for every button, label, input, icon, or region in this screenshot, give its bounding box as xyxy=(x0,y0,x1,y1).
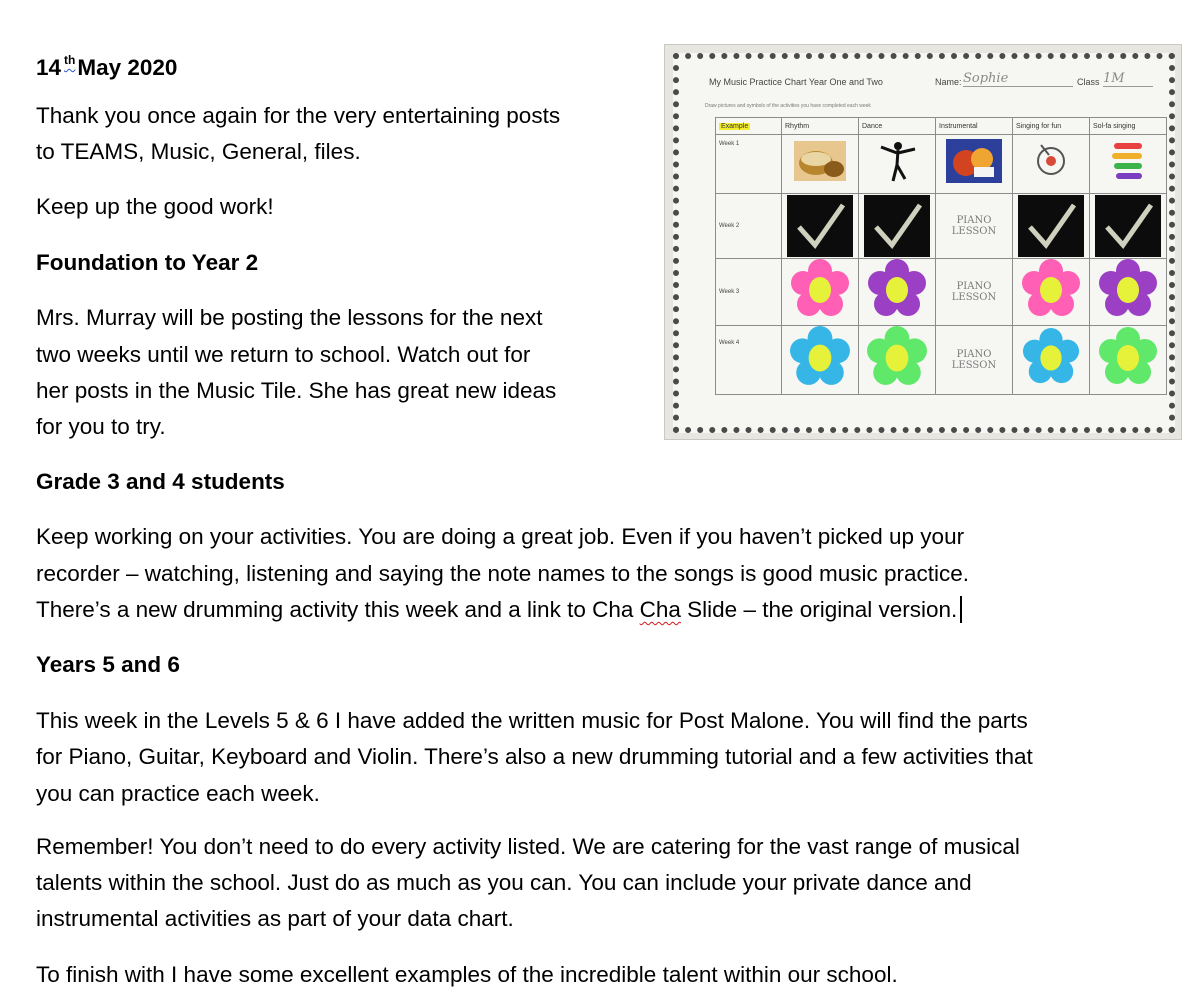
foundation-line-4: for you to try. xyxy=(36,414,166,439)
flower-purple xyxy=(1090,259,1167,326)
years56-line-2: for Piano, Guitar, Keyboard and Violin. There’s also a new drumming tutorial and a few activities that xyxy=(36,744,1033,769)
chart-name-value: Sophie xyxy=(963,71,1073,87)
flower-purple xyxy=(859,259,936,326)
chart-subtitle: Draw pictures and symbols of the activities you have completed each week xyxy=(705,103,871,109)
flower-blue xyxy=(1013,326,1090,395)
singing-icon xyxy=(1013,135,1090,194)
grade34-heading: Grade 3 and 4 students xyxy=(36,469,285,494)
piano-lesson-note: PIANO LESSON xyxy=(936,259,1013,326)
row-label-week-3: Week 3 xyxy=(716,259,782,326)
practice-chart-sheet xyxy=(673,53,1175,433)
grade34-line-3[interactable] xyxy=(36,592,962,629)
finish-line: To finish with I have some excellent examples of the incredible talent within our school. xyxy=(36,962,898,987)
flower-pink xyxy=(1013,259,1090,326)
remember-line-1: Remember! You don’t need to do every activity listed. We are catering for the vast range of musical xyxy=(36,834,1020,859)
grid-row-week-1 xyxy=(716,135,1167,194)
chart-class-label: Class xyxy=(1077,77,1100,87)
text-cursor xyxy=(960,596,962,623)
foundation-line-3: her posts in the Music Tile. She has great new ideas xyxy=(36,378,557,403)
solfa-icon xyxy=(1090,135,1167,194)
years56-heading: Years 5 and 6 xyxy=(36,652,180,677)
col-singing: Singing for fun xyxy=(1013,118,1090,135)
flower-pink xyxy=(782,259,859,326)
date-suffix: th xyxy=(64,53,76,67)
piano-lesson-note: PIANO LESSON xyxy=(936,194,1013,259)
grid-row-week-2 xyxy=(716,194,1167,259)
intro-line-1: Thank you once again for the very entertaining posts xyxy=(36,103,561,128)
col-solfa: Sol-fa singing xyxy=(1090,118,1167,135)
grade34-line-3-end: Slide – the original version. xyxy=(680,597,958,622)
check-mark xyxy=(782,194,859,259)
drum-icon xyxy=(782,135,859,194)
col-example: Example xyxy=(716,118,782,135)
foundation-line-2: two weeks until we return to school. Watch out for xyxy=(36,342,531,367)
years56-line-3: you can practice each week. xyxy=(36,781,320,806)
spelling-flag-cha[interactable]: Cha xyxy=(639,597,681,622)
practice-chart-photo[interactable] xyxy=(664,44,1182,440)
remember-line-2: talents within the school. Just do as much as you can. You can include your private dance and xyxy=(36,870,972,895)
grade34-line-1: Keep working on your activities. You are doing a great job. Even if you haven’t picked up your xyxy=(36,524,965,549)
years56-line-1: This week in the Levels 5 & 6 I have added the written music for Post Malone. You will find the parts xyxy=(36,708,1028,733)
grade34-line-3-start: There’s a new drumming activity this week and a link to Cha xyxy=(36,597,640,622)
keep-up-line: Keep up the good work! xyxy=(36,194,274,219)
check-mark xyxy=(859,194,936,259)
dancer-icon xyxy=(859,135,936,194)
date-day: 14 xyxy=(36,55,62,80)
foundation-line-1: Mrs. Murray will be posting the lessons for the next xyxy=(36,305,543,330)
grid-row-week-4 xyxy=(716,326,1167,395)
flower-blue xyxy=(782,326,859,395)
flower-green xyxy=(1090,326,1167,395)
piano-lesson-note: PIANO LESSON xyxy=(936,326,1013,395)
date-month-year: May 2020 xyxy=(77,55,178,80)
intro-line-2: to TEAMS, Music, General, files. xyxy=(36,139,361,164)
col-dance: Dance xyxy=(859,118,936,135)
grade34-line-2: recorder – watching, listening and saying the note names to the songs is good music practice. xyxy=(36,561,970,586)
check-mark xyxy=(1090,194,1167,259)
grid-row-week-3 xyxy=(716,259,1167,326)
row-label-week-4: Week 4 xyxy=(716,326,782,395)
chart-title: My Music Practice Chart Year One and Two xyxy=(709,77,883,87)
row-label-week-1: Week 1 xyxy=(716,135,782,194)
foundation-heading: Foundation to Year 2 xyxy=(36,250,259,275)
col-instrumental: Instrumental xyxy=(936,118,1013,135)
check-mark xyxy=(1013,194,1090,259)
date-line xyxy=(36,42,177,87)
instruments-icon xyxy=(936,135,1013,194)
col-rhythm: Rhythm xyxy=(782,118,859,135)
row-label-week-2: Week 2 xyxy=(716,194,782,259)
chart-name-label: Name: xyxy=(935,77,962,87)
remember-line-3: instrumental activities as part of your data chart. xyxy=(36,906,514,931)
practice-grid xyxy=(715,117,1167,395)
chart-class-value: 1M xyxy=(1103,71,1153,87)
grid-header-row xyxy=(716,118,1167,135)
flower-green xyxy=(859,326,936,395)
